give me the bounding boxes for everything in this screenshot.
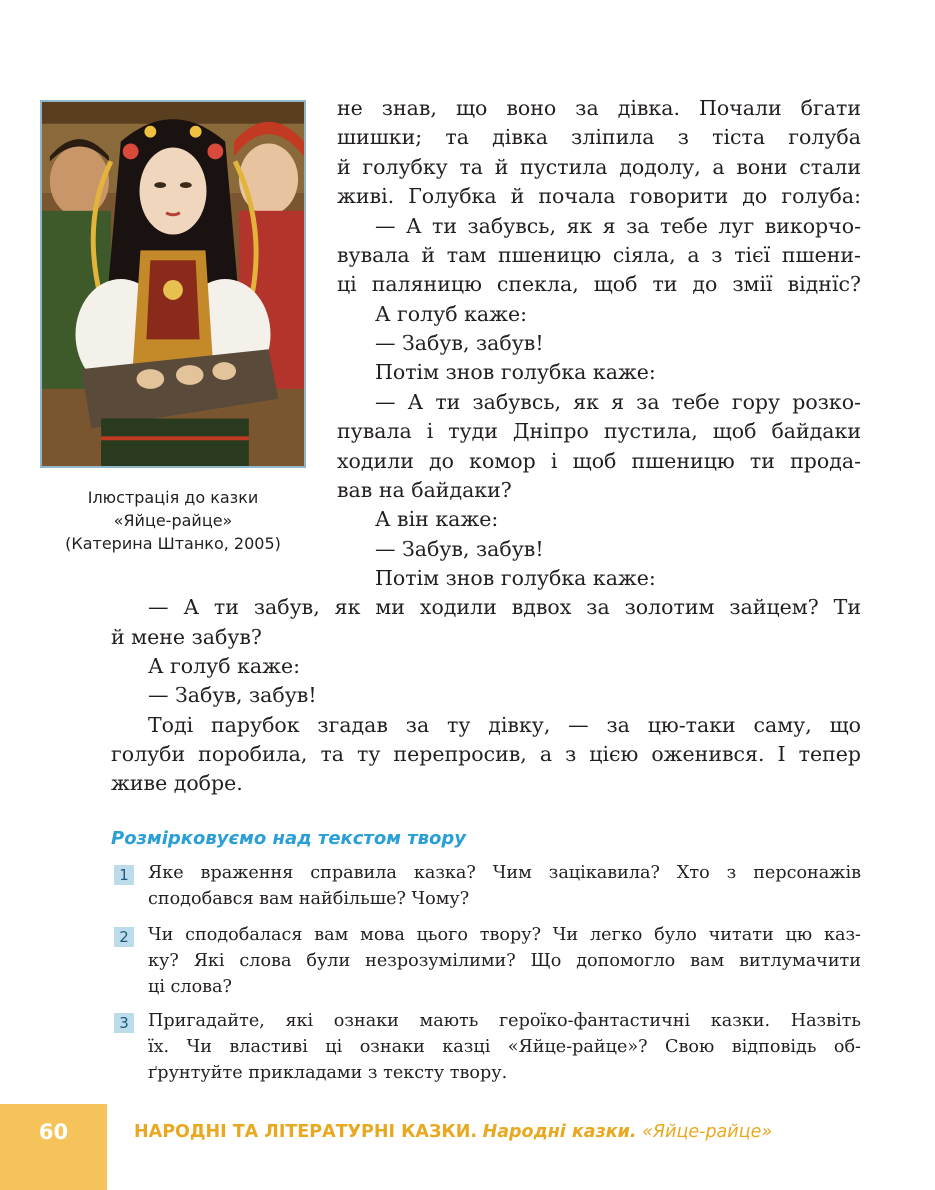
story-illustration bbox=[40, 100, 306, 468]
caption-line: (Катерина Штанко, 2005) bbox=[65, 534, 281, 553]
question-line: Яке враження справила казка? Чим зацікавила? Хто з персонажів bbox=[148, 863, 861, 883]
story-line: Потім знов голубка каже: bbox=[375, 360, 656, 384]
questions-section-title: Розмірковуємо над текстом твору bbox=[111, 828, 467, 849]
question-line: сподобався вам найбільше? Чому? bbox=[148, 889, 470, 909]
story-line: — Забув, забув! bbox=[148, 683, 317, 707]
illustration-caption bbox=[40, 486, 306, 555]
question-line: їх. Чи властиві ці ознаки казці «Яйце-райце»? Свою відповідь об- bbox=[148, 1037, 861, 1057]
question-line: ці слова? bbox=[148, 977, 232, 997]
illustration-painting bbox=[42, 102, 304, 466]
story-line: й голубку та й пустила додолу, а вони стали bbox=[337, 155, 861, 179]
page-number: 60 bbox=[38, 1120, 69, 1144]
story-line: — А ти забувсь, як я за тебе гору розко- bbox=[375, 390, 861, 414]
story-line: — А ти забувсь, як я за тебе луг викорчо- bbox=[375, 214, 861, 238]
story-line: Потім знов голубка каже: bbox=[375, 566, 656, 590]
running-head bbox=[134, 1104, 772, 1160]
question-number-badge: 2 bbox=[114, 927, 134, 947]
story-line: ходили до комор і щоб пшеницю ти прода- bbox=[337, 449, 861, 473]
story-line: — А ти забув, як ми ходили вдвох за золотим зайцем? Ти bbox=[148, 595, 861, 619]
story-line: живе добре. bbox=[111, 771, 243, 795]
story-line: ці паляницю спекла, щоб ти до змії віднїс? bbox=[337, 272, 861, 296]
running-head-section: НАРОДНІ ТА ЛІТЕРАТУРНІ КАЗКИ. bbox=[134, 1122, 477, 1142]
story-line: шишки; та дівка зліпила з тіста голуба bbox=[337, 125, 861, 149]
story-line: й мене забув? bbox=[111, 625, 262, 649]
story-line: вувала й там пшеницю сіяла, а з тієї пшени- bbox=[337, 243, 861, 267]
running-head-subsection: Народні казки. bbox=[482, 1122, 637, 1142]
story-line: не знав, що воно за дівка. Почали бгати bbox=[337, 96, 861, 120]
question-line: ґрунтуйте прикладами з тексту твору. bbox=[148, 1063, 508, 1083]
story-line: Тоді парубок згадав за ту дівку, — за цю-таки саму, що bbox=[148, 713, 861, 737]
story-line: А він каже: bbox=[375, 507, 499, 531]
story-line: пувала і туди Дніпро пустила, щоб байдаки bbox=[337, 419, 861, 443]
question-number-badge: 3 bbox=[114, 1013, 134, 1033]
story-line: живі. Голубка й почала говорити до голуба: bbox=[337, 184, 861, 208]
question-line: Чи сподобалася вам мова цього твору? Чи легко було читати цю каз- bbox=[148, 925, 861, 945]
question-line: ку? Які слова були незрозумілими? Що допомогло вам витлумачити bbox=[148, 951, 861, 971]
story-line: вав на байдаки? bbox=[337, 478, 512, 502]
question-line: Пригадайте, які ознаки мають героїко-фантастичні казки. Назвіть bbox=[148, 1011, 861, 1031]
running-head-title: «Яйце-райце» bbox=[642, 1122, 773, 1142]
story-line: — Забув, забув! bbox=[375, 537, 544, 561]
story-line: голуби поробила, та ту перепросив, а з цією оженився. І тепер bbox=[111, 742, 861, 766]
story-line: А голуб каже: bbox=[375, 302, 527, 326]
story-line: А голуб каже: bbox=[148, 654, 300, 678]
story-line: — Забув, забув! bbox=[375, 331, 544, 355]
question-number-badge: 1 bbox=[114, 865, 134, 885]
caption-line: Ілюстрація до казки bbox=[87, 488, 259, 507]
caption-line: «Яйце-райце» bbox=[113, 511, 233, 530]
